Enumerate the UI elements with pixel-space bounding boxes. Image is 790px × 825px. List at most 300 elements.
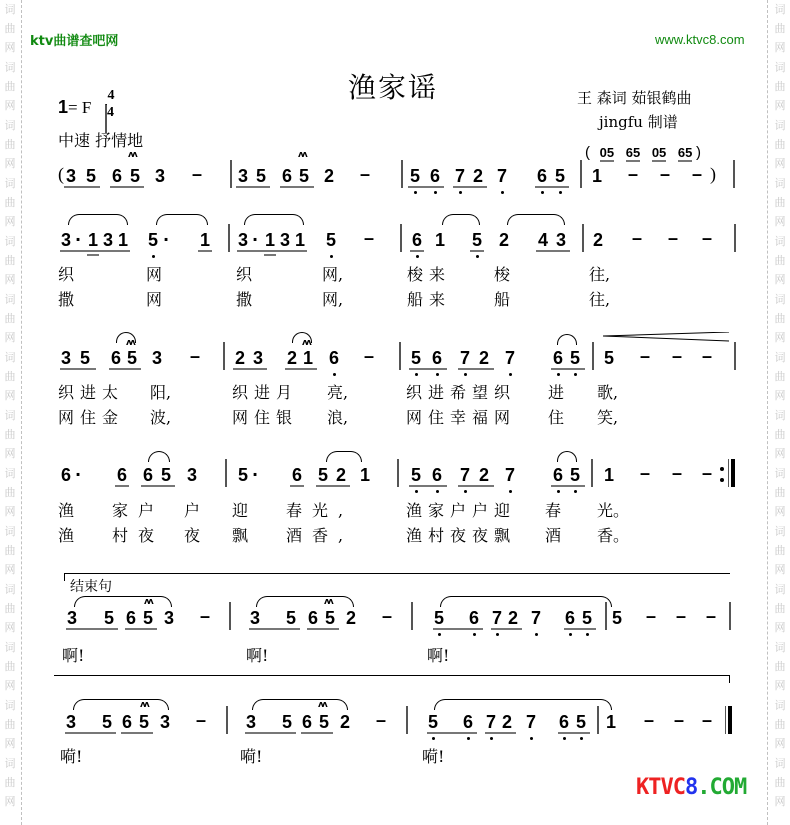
- paren-open: (: [58, 164, 64, 184]
- slur: [156, 214, 208, 225]
- lyric: 家户: [112, 501, 165, 520]
- low-dot: [473, 633, 476, 636]
- slur: [507, 214, 565, 225]
- note: 2: [502, 712, 513, 732]
- low-dot: [530, 737, 533, 740]
- note: 6: [430, 166, 441, 186]
- slur: [244, 214, 304, 225]
- watermark-char: 词: [774, 293, 786, 306]
- watermark-char: 词: [4, 583, 16, 596]
- note: 3: [238, 166, 249, 186]
- note: 6: [61, 465, 72, 485]
- dash: –: [640, 346, 651, 366]
- note: 3: [160, 712, 171, 732]
- lyric: 渔村夜夜飘: [406, 526, 517, 545]
- underline: [285, 368, 317, 370]
- lyric: 嗬!: [240, 747, 263, 766]
- lyric: 啊!: [62, 646, 85, 665]
- site-url-link[interactable]: www.ktvc8.com: [655, 32, 745, 47]
- dash: –: [668, 228, 679, 248]
- barline: [406, 706, 408, 734]
- barline: [229, 602, 231, 630]
- note: 5: [80, 348, 91, 368]
- dash: –: [646, 606, 657, 626]
- note: 6: [432, 348, 443, 368]
- underline: [558, 732, 590, 734]
- note: 7: [460, 465, 471, 485]
- watermark-char: 网: [4, 795, 16, 808]
- watermark-char: 词: [4, 293, 16, 306]
- watermark-char: 曲: [774, 312, 786, 325]
- note: 7: [505, 465, 516, 485]
- lyric: 织进太: [58, 383, 125, 402]
- watermark-char: 曲: [774, 718, 786, 731]
- slur: [557, 451, 577, 462]
- watermark-char: 网: [774, 679, 786, 692]
- low-dot: [464, 373, 467, 376]
- watermark-char: 网: [774, 41, 786, 54]
- repeat-dot: [720, 467, 724, 471]
- note: 3: [187, 465, 198, 485]
- decrescendo-icon: [603, 332, 733, 344]
- left-dashed-border: [21, 0, 22, 825]
- note: 5: [127, 348, 138, 368]
- note: 6: [537, 166, 548, 186]
- low-dot: [436, 490, 439, 493]
- watermark-char: 词: [4, 177, 16, 190]
- ending-bracket-bottom: [54, 675, 730, 676]
- watermark-char: 网: [774, 273, 786, 286]
- barline: [411, 602, 413, 630]
- underline: [60, 250, 130, 252]
- underline: [427, 732, 477, 734]
- site-name[interactable]: ktv曲谱查吧网: [30, 34, 119, 49]
- note: 3: [103, 230, 114, 250]
- note: 2: [324, 166, 335, 186]
- low-dot: [330, 255, 333, 258]
- note: 5: [282, 712, 293, 732]
- paren-close: ): [710, 164, 716, 184]
- mordent-icon: ʌʌ: [318, 700, 326, 710]
- aug-dot: ·: [75, 465, 82, 484]
- note: 5: [104, 608, 115, 628]
- interlude-note: 05: [599, 145, 615, 160]
- note: 5: [161, 465, 172, 485]
- watermark-char: 曲: [774, 486, 786, 499]
- dash: –: [376, 710, 387, 730]
- watermark-char: 网: [4, 157, 16, 170]
- low-dot: [438, 633, 441, 636]
- note: 3: [164, 608, 175, 628]
- barline: [225, 459, 227, 487]
- note: 2: [346, 608, 357, 628]
- slur: [74, 596, 172, 607]
- note: 2: [479, 348, 490, 368]
- underline: [121, 732, 153, 734]
- dash: –: [644, 710, 655, 730]
- dash: –: [706, 606, 717, 626]
- note: 1: [604, 465, 615, 485]
- low-dot: [541, 191, 544, 194]
- note: 3: [238, 230, 249, 250]
- note: 1: [435, 230, 446, 250]
- watermark-char: 曲: [774, 196, 786, 209]
- lyric: 飘: [232, 526, 249, 545]
- watermark-char: 网: [4, 563, 16, 576]
- watermark-char: 网: [774, 505, 786, 518]
- underline: [65, 732, 116, 734]
- watermark-char: 词: [4, 699, 16, 712]
- lyric: 夜: [184, 526, 201, 545]
- lyric: 酒香,: [286, 526, 354, 545]
- watermark-char: 网: [774, 621, 786, 634]
- watermark-char: 词: [774, 699, 786, 712]
- low-dot: [509, 373, 512, 376]
- lyricist-composer: 王 森词 茹银鹤曲: [577, 89, 692, 107]
- watermark-char: 网: [4, 41, 16, 54]
- slur: [252, 699, 348, 710]
- watermark-char: 曲: [774, 544, 786, 557]
- watermark-char: 词: [4, 467, 16, 480]
- lyric: 亮,: [327, 383, 349, 402]
- watermark-char: 词: [774, 409, 786, 422]
- underline: [198, 250, 212, 252]
- watermark-char: 词: [4, 351, 16, 364]
- underline: [485, 732, 516, 734]
- note: 2: [593, 230, 604, 250]
- low-dot: [434, 191, 437, 194]
- lyric: 织进月: [232, 383, 299, 402]
- lyric: 波,: [150, 408, 172, 427]
- slur: [440, 596, 612, 607]
- note: 6: [559, 712, 570, 732]
- watermark-char: 曲: [774, 80, 786, 93]
- underline: [280, 186, 314, 188]
- watermark-char: 曲: [774, 660, 786, 673]
- underline-double: [264, 254, 276, 256]
- note: 3: [253, 348, 264, 368]
- lyric: 光。: [597, 501, 630, 520]
- mordent-icon: ʌʌ: [302, 338, 310, 348]
- note: 2: [235, 348, 246, 368]
- dash: –: [632, 228, 643, 248]
- watermark-char: 词: [774, 757, 786, 770]
- ending-bracket-tick: [64, 573, 65, 581]
- interlude-note: 65: [677, 145, 693, 160]
- lyric: 啊!: [427, 646, 450, 665]
- watermark-char: 曲: [4, 138, 16, 151]
- barline: [733, 160, 735, 188]
- ending-label: 结束句: [70, 579, 112, 595]
- note: 5: [410, 166, 421, 186]
- right-dashed-border: [767, 0, 768, 825]
- interlude-annotation: [585, 144, 701, 161]
- low-dot: [557, 373, 560, 376]
- lyric: 网住金: [58, 408, 125, 427]
- dash: –: [702, 228, 713, 248]
- watermark-char: 网: [4, 389, 16, 402]
- lyric: 渔: [58, 526, 75, 545]
- low-dot: [509, 490, 512, 493]
- note: 6: [432, 465, 443, 485]
- watermark-char: 词: [774, 641, 786, 654]
- watermark-char: 曲: [4, 660, 16, 673]
- watermark-left: [2, 0, 20, 825]
- note: 2: [340, 712, 351, 732]
- note: 5: [299, 166, 310, 186]
- lyric: 香。: [597, 526, 630, 545]
- underline: [115, 485, 129, 487]
- barline: [605, 602, 607, 630]
- aug-dot: ·: [163, 230, 170, 249]
- note: 1: [606, 712, 617, 732]
- note: 5: [102, 712, 113, 732]
- time-sig-bottom: 4: [105, 104, 107, 133]
- dash: –: [190, 346, 201, 366]
- underline: [409, 368, 447, 370]
- note: 5: [326, 230, 337, 250]
- lyric: 船: [494, 290, 511, 309]
- barline: [734, 224, 736, 252]
- low-dot: [152, 255, 155, 258]
- lyric: 往,: [589, 290, 611, 309]
- note: 1: [295, 230, 306, 250]
- watermark-char: 网: [774, 737, 786, 750]
- note: 5: [570, 348, 581, 368]
- watermark-char: 曲: [774, 138, 786, 151]
- watermark-char: 曲: [4, 254, 16, 267]
- dash: –: [360, 164, 371, 184]
- barline: [591, 459, 593, 487]
- watermark-char: 曲: [4, 428, 16, 441]
- watermark-char: 网: [4, 621, 16, 634]
- underline-double: [87, 254, 99, 256]
- lyric: 嗬!: [422, 747, 445, 766]
- dash: –: [692, 164, 703, 184]
- credits: [577, 86, 692, 134]
- barline: [729, 602, 731, 630]
- lyric: 住: [548, 408, 565, 427]
- note: 3: [61, 230, 72, 250]
- low-dot: [535, 633, 538, 636]
- barline: [582, 224, 584, 252]
- watermark-char: 词: [774, 467, 786, 480]
- watermark-char: 曲: [4, 80, 16, 93]
- tempo-marking: 中速 抒情地: [58, 131, 144, 150]
- low-dot: [464, 490, 467, 493]
- watermark-char: 词: [4, 525, 16, 538]
- dash: –: [640, 463, 651, 483]
- interlude-note: 65: [625, 145, 641, 160]
- underline: [470, 250, 484, 252]
- note: 5: [238, 465, 249, 485]
- dash: –: [364, 346, 375, 366]
- logo-part-blue: 8: [684, 775, 698, 800]
- lyric: 织进希望织: [406, 383, 517, 402]
- watermark-char: 词: [4, 61, 16, 74]
- aug-dot: ·: [252, 465, 259, 484]
- barline: [223, 342, 225, 370]
- dash: –: [676, 606, 687, 626]
- underline: [109, 368, 141, 370]
- watermark-char: 曲: [4, 312, 16, 325]
- note: 5: [143, 608, 154, 628]
- note: 3: [246, 712, 257, 732]
- note: 5: [86, 166, 97, 186]
- underline: [458, 368, 494, 370]
- watermark-char: 词: [4, 3, 16, 16]
- note: 6: [302, 712, 313, 732]
- note: 7: [526, 712, 537, 732]
- lyric: 浪,: [327, 408, 349, 427]
- lyric: 网住幸福网: [406, 408, 517, 427]
- note: 1: [265, 230, 276, 250]
- logo-part-red: KTVC: [636, 775, 685, 800]
- note: 3: [61, 348, 72, 368]
- note: 1: [118, 230, 129, 250]
- note: 6: [463, 712, 474, 732]
- underline: [233, 368, 267, 370]
- underline: [551, 368, 585, 370]
- underline: [453, 186, 487, 188]
- note: 3: [67, 608, 78, 628]
- note: 5: [286, 608, 297, 628]
- lyric: 织: [236, 265, 253, 284]
- watermark-right: [772, 0, 790, 825]
- note: 7: [455, 166, 466, 186]
- watermark-char: 网: [774, 215, 786, 228]
- lyric: 进: [548, 383, 565, 402]
- note: 5: [325, 608, 336, 628]
- lyric: 村夜: [112, 526, 165, 545]
- lyric: 撒: [236, 290, 253, 309]
- paren-open: (: [585, 144, 590, 161]
- note: 2: [499, 230, 510, 250]
- lyric: 往,: [589, 265, 611, 284]
- mordent-icon: ʌʌ: [324, 597, 332, 607]
- lyric: 嗬!: [60, 747, 83, 766]
- barline: [399, 342, 401, 370]
- dash: –: [702, 346, 713, 366]
- barline: [580, 160, 582, 188]
- lyric: 渔: [58, 501, 75, 520]
- note: 5: [319, 712, 330, 732]
- watermark-char: 网: [4, 505, 16, 518]
- barline: [734, 342, 736, 370]
- dash: –: [660, 164, 671, 184]
- watermark-char: 网: [4, 447, 16, 460]
- note: 5: [411, 465, 422, 485]
- underline: [237, 250, 307, 252]
- time-sig-top: 4: [107, 88, 115, 103]
- interlude-note: 05: [651, 145, 667, 160]
- watermark-char: 词: [774, 119, 786, 132]
- dash: –: [674, 710, 685, 730]
- watermark-char: 曲: [774, 776, 786, 789]
- watermark-char: 曲: [4, 486, 16, 499]
- barline: [397, 459, 399, 487]
- note: 5: [411, 348, 422, 368]
- watermark-char: 网: [774, 157, 786, 170]
- note: 7: [497, 166, 508, 186]
- note: 5: [604, 348, 615, 368]
- note: 5: [434, 608, 445, 628]
- watermark-char: 曲: [774, 370, 786, 383]
- note: 5: [555, 166, 566, 186]
- underline: [141, 485, 175, 487]
- lyric: 啊!: [246, 646, 269, 665]
- underline: [491, 628, 522, 630]
- note: 2: [336, 465, 347, 485]
- note: 3: [66, 166, 77, 186]
- lyric: 笑,: [597, 408, 619, 427]
- ktvc8-logo[interactable]: [636, 775, 746, 800]
- note: 3: [280, 230, 291, 250]
- arranger: jingfu 制谱: [599, 113, 678, 131]
- note: 5: [582, 608, 593, 628]
- low-dot: [574, 373, 577, 376]
- watermark-char: 曲: [4, 776, 16, 789]
- dash: –: [382, 606, 393, 626]
- note: 5: [428, 712, 439, 732]
- lyric: 阳,: [150, 383, 172, 402]
- watermark-char: 词: [774, 177, 786, 190]
- lyric: 网,: [322, 265, 344, 284]
- note: 5: [148, 230, 159, 250]
- slur: [442, 214, 480, 225]
- note: 6: [122, 712, 133, 732]
- watermark-char: 词: [4, 641, 16, 654]
- low-dot: [467, 737, 470, 740]
- slur: [557, 334, 577, 345]
- note: 6: [143, 465, 154, 485]
- dash: –: [628, 164, 639, 184]
- lyric: 网住银: [232, 408, 299, 427]
- note: 6: [117, 465, 128, 485]
- dash: –: [364, 228, 375, 248]
- mordent-icon: ʌʌ: [128, 150, 136, 160]
- low-dot: [414, 191, 417, 194]
- barline: [226, 706, 228, 734]
- barline: [400, 224, 402, 252]
- watermark-char: 词: [4, 409, 16, 422]
- low-dot: [563, 737, 566, 740]
- note: 1: [303, 348, 314, 368]
- lyric: 歌,: [597, 383, 619, 402]
- watermark-char: 词: [774, 3, 786, 16]
- lyric: 网,: [322, 290, 344, 309]
- note: 4: [538, 230, 549, 250]
- low-dot: [436, 373, 439, 376]
- underline: [564, 628, 596, 630]
- lyric: 酒: [545, 526, 562, 545]
- watermark-char: 网: [4, 737, 16, 750]
- note: 6: [308, 608, 319, 628]
- slur: [256, 596, 354, 607]
- note: 5: [472, 230, 483, 250]
- note: 3: [556, 230, 567, 250]
- lyric: 网: [146, 265, 163, 284]
- watermark-char: 词: [774, 583, 786, 596]
- note: 3: [155, 166, 166, 186]
- low-dot: [580, 737, 583, 740]
- note: 6: [112, 166, 123, 186]
- watermark-char: 网: [774, 447, 786, 460]
- repeat-end-barline: [731, 459, 735, 487]
- note: 6: [329, 348, 340, 368]
- low-dot: [415, 490, 418, 493]
- low-dot: [557, 490, 560, 493]
